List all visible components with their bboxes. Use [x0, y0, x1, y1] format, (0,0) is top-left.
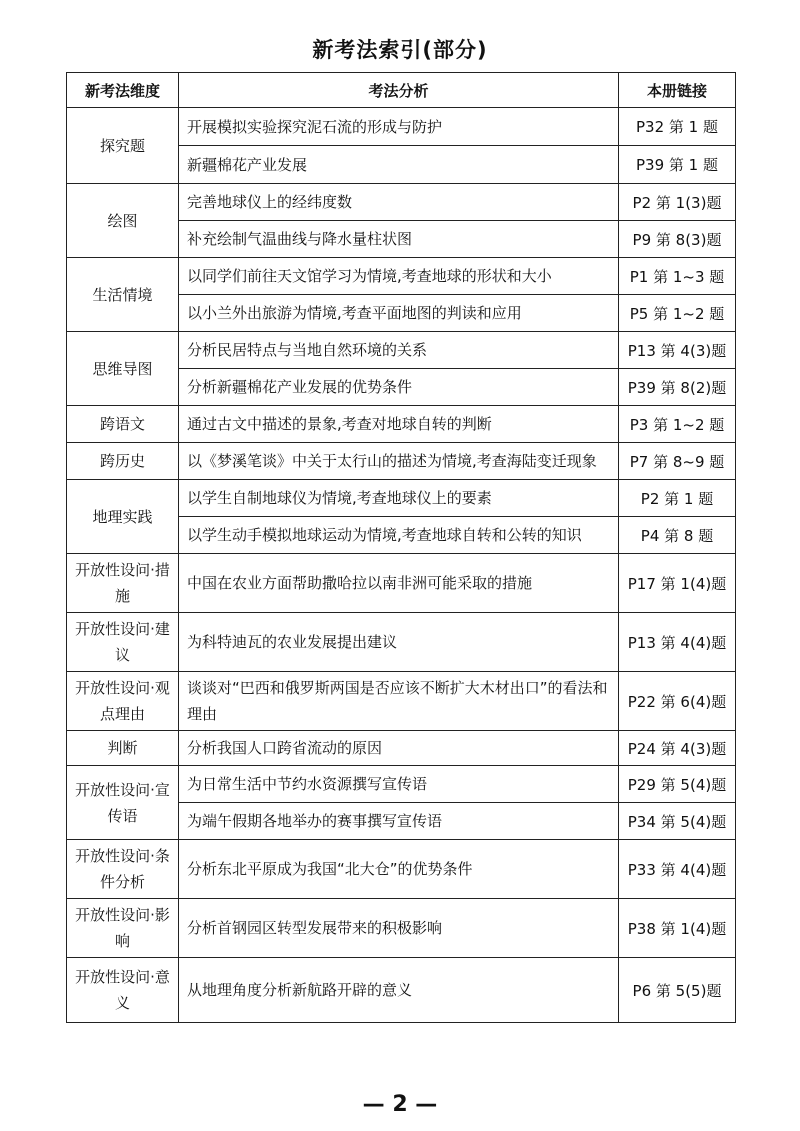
- page-link-cell[interactable]: P33 第 4(4)题: [619, 840, 736, 899]
- analysis-cell: 以小兰外出旅游为情境,考查平面地图的判读和应用: [179, 295, 619, 332]
- dimension-label: 判断: [107, 739, 138, 757]
- dimension-label: 绘图: [107, 211, 138, 230]
- table-row: [67, 258, 736, 295]
- dimension-label: 生活情境: [92, 285, 153, 304]
- dimension-cell: [67, 332, 179, 406]
- dimension-cell: [67, 672, 179, 731]
- analysis-cell: 开展模拟实验探究泥石流的形成与防护: [179, 108, 619, 146]
- analysis-cell: 以《梦溪笔谈》中关于太行山的描述为情境,考查海陆变迁现象: [179, 443, 619, 480]
- page-number: — 2 —: [362, 1092, 438, 1117]
- analysis-cell: 通过古文中描述的景象,考查对地球自转的判断: [179, 406, 619, 443]
- dimension-label: 跨历史: [99, 452, 145, 470]
- analysis-cell: 补充绘制气温曲线与降水量柱状图: [179, 221, 619, 258]
- page-link-cell[interactable]: P6 第 5(5)题: [619, 958, 736, 1023]
- table-row: [67, 332, 736, 369]
- table-row: [67, 766, 736, 803]
- analysis-cell: 分析东北平原成为我国“北大仓”的优势条件: [179, 840, 619, 899]
- dimension-cell: [67, 766, 179, 840]
- page-link-cell[interactable]: P38 第 1(4)题: [619, 899, 736, 958]
- dimension-cell: [67, 443, 179, 480]
- page-link-cell[interactable]: P17 第 1(4)题: [619, 554, 736, 613]
- column-header-dimension: 新考法维度: [67, 73, 179, 108]
- analysis-cell: 以学生动手模拟地球运动为情境,考查地球自转和公转的知识: [179, 517, 619, 554]
- table-row: [67, 672, 736, 731]
- analysis-cell: 分析民居特点与当地自然环境的关系: [179, 332, 619, 369]
- dimension-label: 探究题: [99, 136, 145, 155]
- dimension-cell: [67, 958, 179, 1023]
- analysis-cell: 谈谈对“巴西和俄罗斯两国是否应该不断扩大木材出口”的看法和理由: [179, 672, 619, 731]
- page-link-cell[interactable]: P9 第 8(3)题: [619, 221, 736, 258]
- page-link-cell[interactable]: P39 第 8(2)题: [619, 369, 736, 406]
- analysis-cell: 分析我国人口跨省流动的原因: [179, 731, 619, 766]
- analysis-cell: 为端午假期各地举办的赛事撰写宣传语: [179, 803, 619, 840]
- page-link-cell[interactable]: P5 第 1~2 题: [619, 295, 736, 332]
- table-row: [67, 184, 736, 221]
- column-header-link: 本册链接: [619, 73, 736, 108]
- page-link-cell[interactable]: P13 第 4(4)题: [619, 613, 736, 672]
- table-row: [67, 899, 736, 958]
- table-row: [67, 443, 736, 480]
- analysis-cell: 为科特迪瓦的农业发展提出建议: [179, 613, 619, 672]
- page-link-cell[interactable]: P7 第 8~9 题: [619, 443, 736, 480]
- dimension-label: 开放性设问·影响: [75, 906, 170, 950]
- analysis-cell: 新疆棉花产业发展: [179, 146, 619, 184]
- table-row: [67, 406, 736, 443]
- page-link-cell[interactable]: P34 第 5(4)题: [619, 803, 736, 840]
- dimension-label: 开放性设问·建议: [75, 620, 170, 664]
- page-link-cell[interactable]: P32 第 1 题: [619, 108, 736, 146]
- table-row: [67, 731, 736, 766]
- dimension-cell: [67, 731, 179, 766]
- table-row: [67, 554, 736, 613]
- page-link-cell[interactable]: P2 第 1 题: [619, 480, 736, 517]
- dimension-label: 开放性设问·宣传语: [75, 780, 170, 825]
- index-table: [66, 72, 736, 1023]
- dimension-cell: [67, 840, 179, 899]
- dimension-label: 开放性设问·条件分析: [75, 847, 170, 891]
- table-row: [67, 108, 736, 146]
- dimension-label: 开放性设问·措施: [75, 561, 170, 605]
- analysis-cell: 分析新疆棉花产业发展的优势条件: [179, 369, 619, 406]
- page-link-cell[interactable]: P13 第 4(3)题: [619, 332, 736, 369]
- analysis-cell: 以学生自制地球仪为情境,考查地球仪上的要素: [179, 480, 619, 517]
- page-link-cell[interactable]: P3 第 1~2 题: [619, 406, 736, 443]
- dimension-label: 跨语文: [99, 415, 145, 433]
- page-link-cell[interactable]: P29 第 5(4)题: [619, 766, 736, 803]
- column-header-analysis: 考法分析: [179, 73, 619, 108]
- dimension-cell: [67, 554, 179, 613]
- analysis-cell: 完善地球仪上的经纬度数: [179, 184, 619, 221]
- page-link-cell[interactable]: P1 第 1~3 题: [619, 258, 736, 295]
- page-link-cell[interactable]: P22 第 6(4)题: [619, 672, 736, 731]
- analysis-cell: 从地理角度分析新航路开辟的意义: [179, 958, 619, 1023]
- table-row: [67, 613, 736, 672]
- dimension-label: 地理实践: [92, 507, 153, 526]
- dimension-cell: [67, 480, 179, 554]
- analysis-cell: 为日常生活中节约水资源撰写宣传语: [179, 766, 619, 803]
- dimension-cell: [67, 613, 179, 672]
- header-row: [67, 73, 736, 108]
- table-row: [67, 840, 736, 899]
- table-body: [67, 108, 736, 1023]
- table-row: [67, 958, 736, 1023]
- dimension-cell: [67, 184, 179, 258]
- dimension-cell: [67, 899, 179, 958]
- page-link-cell[interactable]: P24 第 4(3)题: [619, 731, 736, 766]
- page-link-cell[interactable]: P2 第 1(3)题: [619, 184, 736, 221]
- analysis-cell: 以同学们前往天文馆学习为情境,考查地球的形状和大小: [179, 258, 619, 295]
- page-link-cell[interactable]: P4 第 8 题: [619, 517, 736, 554]
- dimension-cell: [67, 406, 179, 443]
- dimension-label: 开放性设问·观点理由: [75, 679, 170, 723]
- analysis-cell: 分析首钢园区转型发展带来的积极影响: [179, 899, 619, 958]
- table-row: [67, 480, 736, 517]
- dimension-label: 开放性设问·意义: [75, 968, 170, 1012]
- dimension-label: 思维导图: [92, 359, 153, 378]
- analysis-cell: 中国在农业方面帮助撒哈拉以南非洲可能采取的措施: [179, 554, 619, 613]
- dimension-cell: [67, 108, 179, 184]
- page-title: 新考法索引(部分): [312, 38, 488, 62]
- page-link-cell[interactable]: P39 第 1 题: [619, 146, 736, 184]
- dimension-cell: [67, 258, 179, 332]
